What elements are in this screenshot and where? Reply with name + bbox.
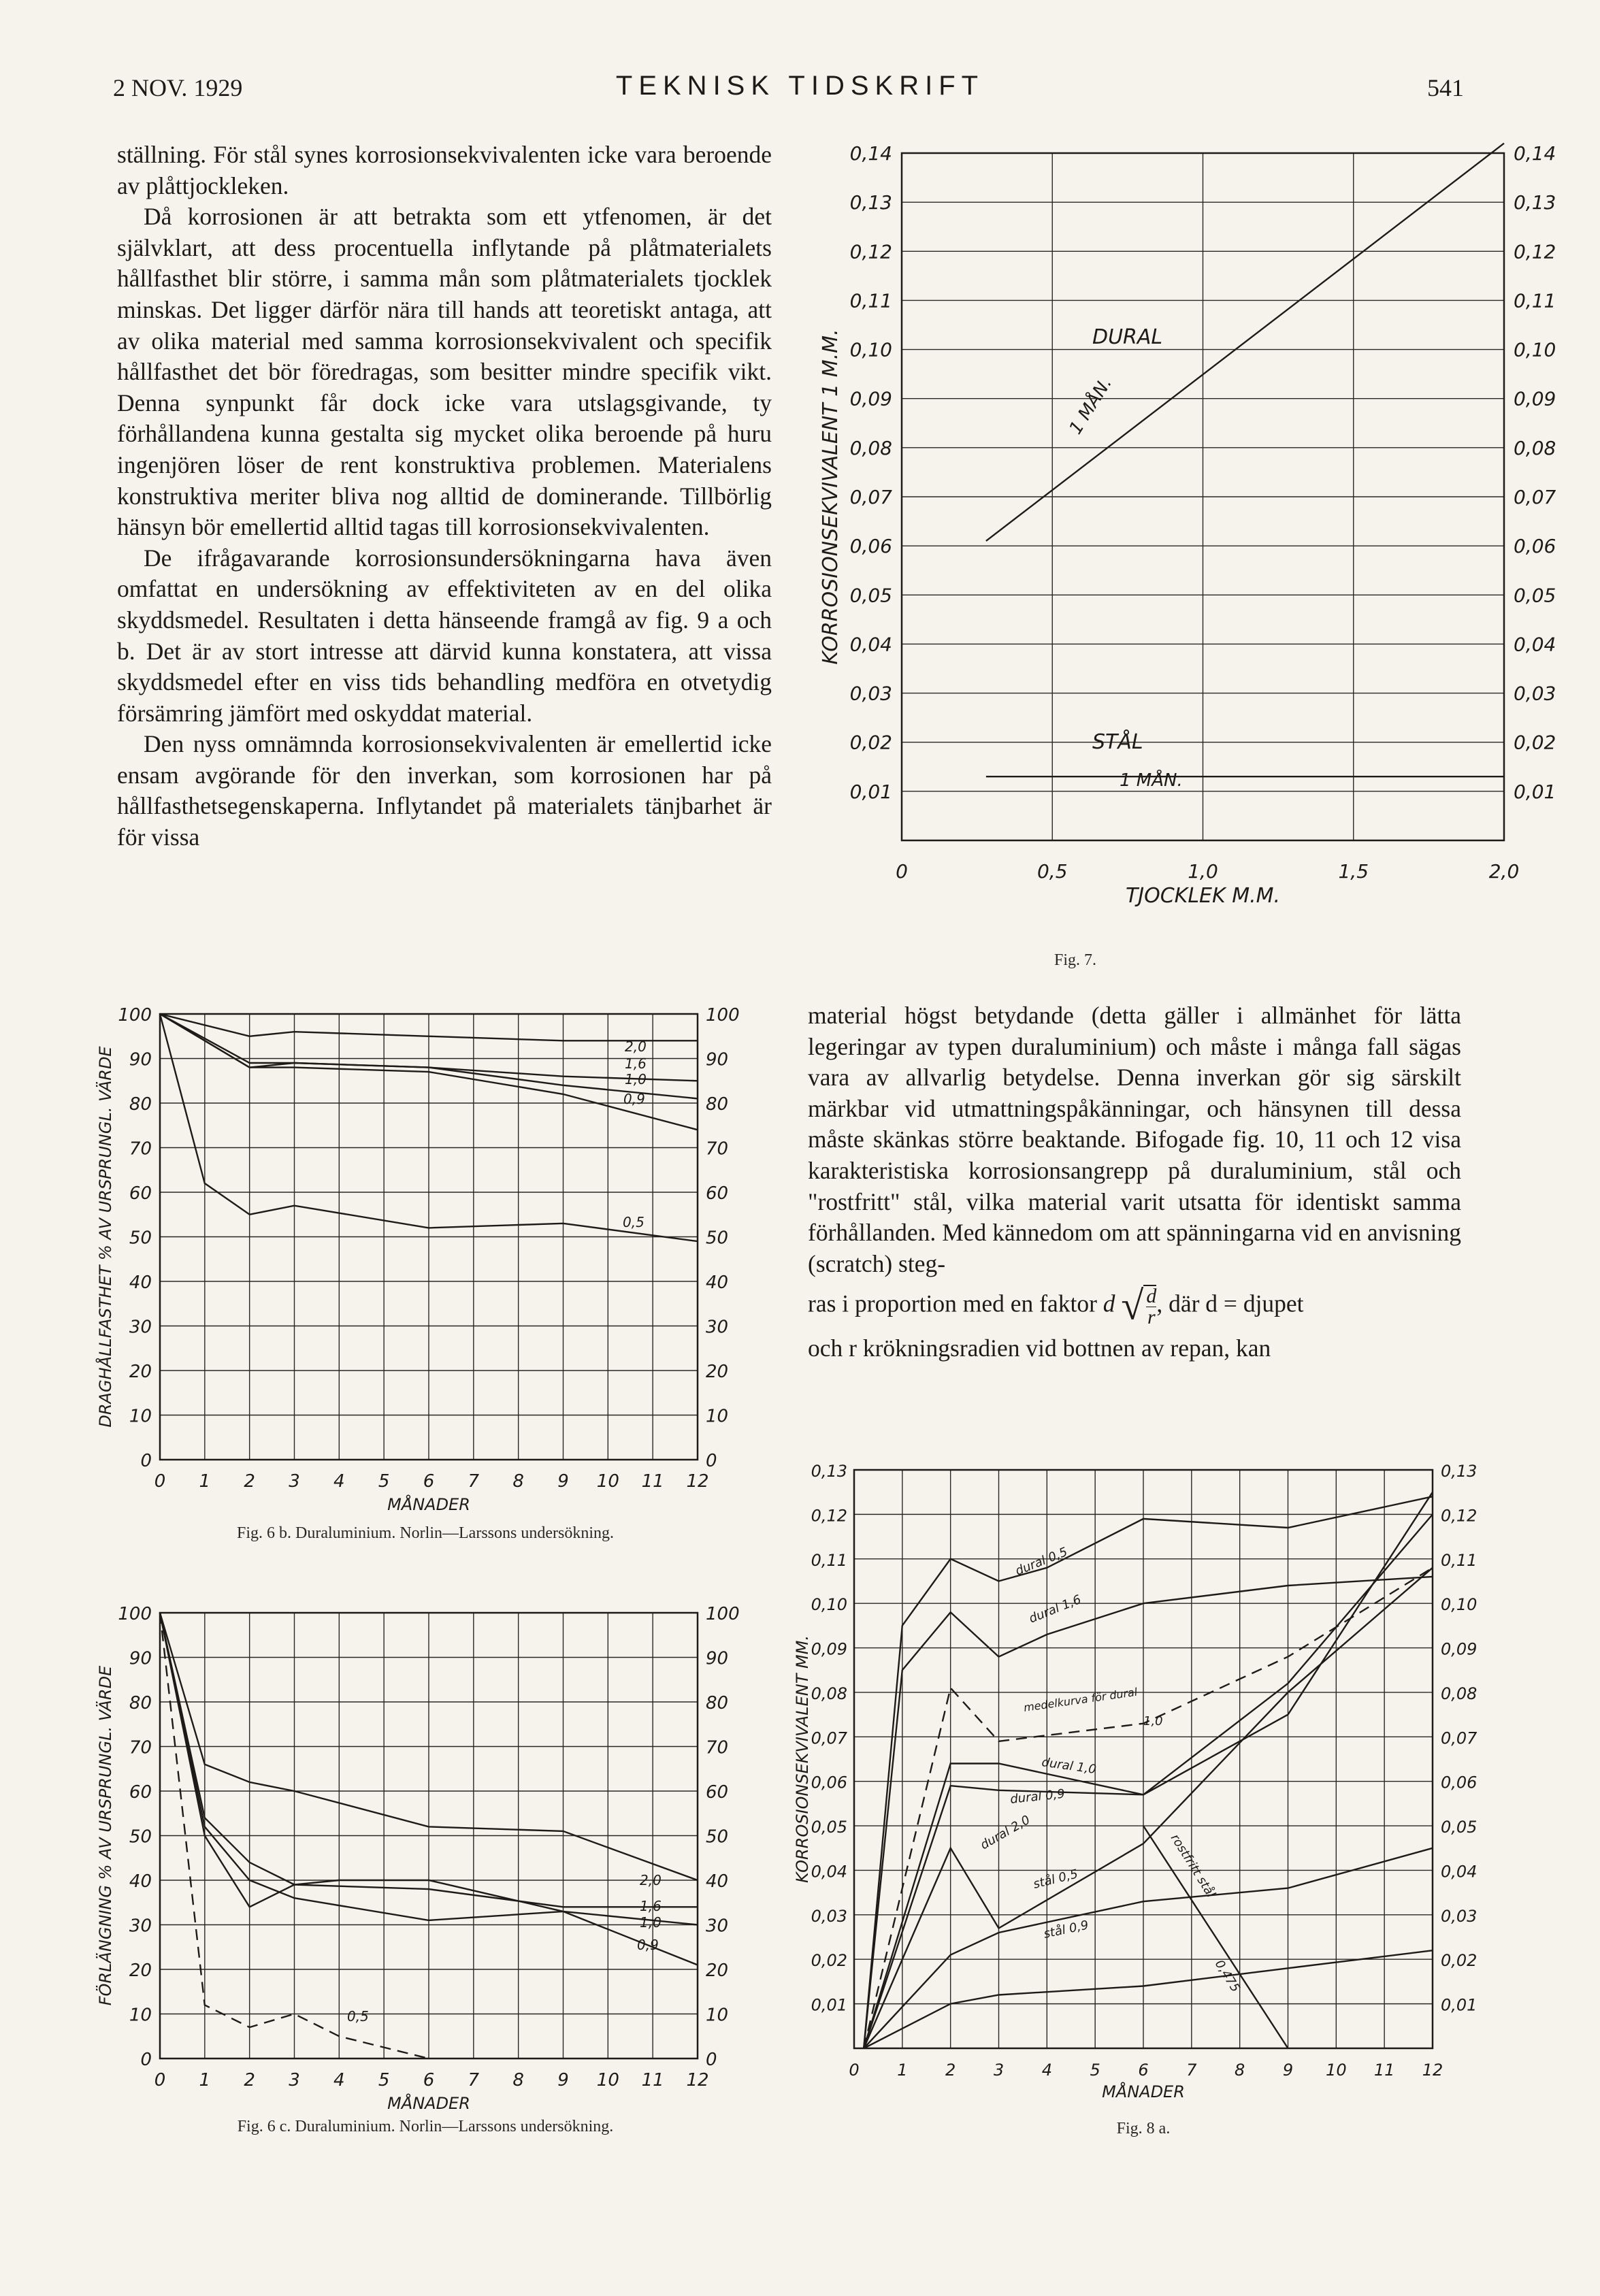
x-tick-label: 6 (423, 2070, 435, 2090)
y-tick-label-right: 0,09 (1441, 1639, 1477, 1659)
series-label: medelkurva för dural (1022, 1685, 1139, 1714)
y-tick-label-right: 0,02 (1441, 1951, 1477, 1971)
figure-8a-chart (793, 1456, 1477, 2101)
y-tick-label: 40 (129, 1273, 152, 1293)
fig6b-svg (95, 987, 749, 1518)
y-tick-label-right: 0,07 (1441, 1728, 1477, 1748)
x-axis-label: MÅNADER (387, 1495, 470, 1514)
x-tick-label: 5 (378, 2070, 390, 2090)
series-label: 1 MÅN. (1065, 374, 1117, 438)
x-tick-label: 2 (945, 2061, 956, 2080)
x-axis-label: MÅNADER (1102, 2082, 1185, 2101)
y-tick-label-right: 0,10 (1514, 338, 1556, 361)
y-tick-label: 0,03 (811, 1906, 847, 1926)
left-paragraph: Då korrosionen är att betrakta som ett ytfenomen, är det självklart, att dess procentuella inflytande på plåtmaterialets hållfasthet blir större, i samma mån som plåtmaterialets tjocklek minskas. Det ligger därför nära till hands att teoretiskt antaga, att av olika material med samma korrosionsekvivalent och specifik hållfasthet det bör föredragas, som besitter mindre specifik vikt. Denna synpunkt får dock icke vara utslagsgivande, ty förhållandena kunna gestalta sig mycket olika beroende på huru ingenjören löser de rent konstruktiva problemen. Materialens konstruktiva meriter bliva nog alltid de dominerande. Tillbörlig hänsyn bör emellertid alltid tagas till korrosionsekvivalenten. (117, 203, 772, 541)
y-tick-label: 30 (129, 1317, 152, 1338)
y-axis-label: KORROSIONSEKVIVALENT 1 M.M. (819, 329, 843, 665)
y-tick-label-right: 30 (706, 1317, 729, 1338)
figure-6c-caption: Fig. 6 c. Duraluminium. Norlin—Larssons undersökning. (237, 2118, 614, 2135)
y-tick-label-right: 50 (706, 1228, 729, 1249)
x-tick-label: 10 (1326, 2061, 1347, 2080)
x-tick-label: 4 (1041, 2061, 1052, 2080)
formula-fraction (1143, 1285, 1156, 1328)
y-tick-label: 20 (129, 1362, 152, 1382)
y-tick-label: 0,03 (849, 682, 892, 705)
y-tick-label: 30 (129, 1916, 152, 1937)
series-label: 1 MÅN. (1120, 770, 1183, 791)
y-tick-label-right: 0 (706, 2050, 717, 2070)
series-label: 2,0 (640, 1872, 662, 1888)
y-tick-label: 50 (129, 1228, 152, 1249)
y-tick-label-right: 0,08 (1514, 436, 1556, 459)
y-tick-label: 0,10 (811, 1595, 847, 1615)
y-tick-label-right: 0,06 (1441, 1773, 1477, 1792)
fig6c-svg (95, 1586, 749, 2116)
series-label: 1,0 (625, 1071, 647, 1087)
right-paragraph: material högst betydande (detta gäller i allmänhet för lätta legeringar av typen duraluminium) och måste i många fall sägas vara av allvarlig betydelse. Denna inverkan gör sig särskilt märkbar vid utmattningspåkänningar, och hänsynen till dessa måste skänkas större beaktande. Bifogade fig. 10, 11 och 12 visa karakteristiska korrosionsangrepp på duraluminium, stål och "rostfritt" stål, vilka material varit utsatta för identiskt samma förhållanden. Med kännedom om att spänningarna vid en anvisning (scratch) steg- (808, 1002, 1461, 1277)
x-tick-label: 9 (557, 2070, 569, 2090)
y-tick-label: 20 (129, 1961, 152, 1981)
series-line (864, 1496, 1433, 2048)
x-tick-label: 4 (333, 2070, 345, 2090)
x-tick-label: 7 (1186, 2061, 1197, 2080)
y-tick-label-right: 30 (706, 1916, 729, 1937)
y-tick-label: 90 (129, 1648, 152, 1669)
x-tick-label: 9 (557, 1471, 569, 1492)
y-tick-label: 10 (129, 2005, 152, 2026)
x-tick-label: 10 (596, 2070, 619, 2090)
y-tick-label: 40 (129, 1871, 152, 1892)
x-tick-label: 3 (289, 2070, 300, 2090)
series-label: 1,6 (640, 1898, 662, 1914)
formula-factor: d (1103, 1290, 1115, 1317)
y-tick-label-right: 100 (706, 1604, 740, 1624)
y-tick-label-right: 90 (706, 1049, 729, 1070)
x-tick-label: 5 (1090, 2061, 1100, 2080)
y-tick-label-right: 100 (706, 1005, 740, 1026)
y-tick-label-right: 0,10 (1441, 1595, 1477, 1615)
y-tick-label-right: 0,04 (1441, 1862, 1477, 1882)
y-tick-label: 0,04 (849, 633, 892, 656)
y-tick-label: 0,11 (849, 289, 892, 312)
y-tick-label: 0,02 (811, 1951, 847, 1971)
y-tick-label: 0 (140, 1451, 152, 1471)
x-tick-label: 12 (1422, 2061, 1443, 2080)
x-tick-label: 12 (686, 2070, 709, 2090)
x-tick-label: 12 (686, 1471, 709, 1492)
y-tick-label-right: 60 (706, 1782, 729, 1803)
x-tick-label: 8 (512, 1471, 524, 1492)
y-axis-label: DRAGHÅLLFASTHET % AV URSPRUNGL. VÄRDE (96, 1046, 115, 1428)
series-label: dural 0,9 (1009, 1786, 1066, 1807)
figure-6b-chart (95, 987, 749, 1518)
y-tick-label: 60 (129, 1782, 152, 1803)
sqrt-sign: √ (1121, 1283, 1144, 1329)
issue-date: 2 NOV. 1929 (113, 74, 243, 101)
y-tick-label-right: 0,12 (1514, 240, 1556, 263)
y-tick-label: 80 (129, 1693, 152, 1713)
x-tick-label: 9 (1282, 2061, 1294, 2080)
y-tick-label-right: 10 (706, 2005, 729, 2026)
series-line (1143, 1826, 1288, 2048)
series-line (864, 1848, 1433, 2048)
x-tick-label: 3 (289, 1471, 300, 1492)
x-tick-label: 0 (154, 1471, 166, 1492)
y-tick-label-right: 0,09 (1514, 387, 1556, 410)
y-tick-label: 90 (129, 1049, 152, 1070)
y-tick-label-right: 90 (706, 1648, 729, 1669)
y-tick-label-right: 70 (706, 1737, 729, 1758)
y-tick-label-right: 0,14 (1514, 142, 1556, 165)
y-tick-label-right: 0,02 (1514, 731, 1556, 754)
series-label: dural 0,5 (1013, 1544, 1070, 1579)
figure-6c-chart (95, 1586, 749, 2116)
y-tick-label: 0,13 (811, 1462, 847, 1481)
x-tick-label: 3 (993, 2061, 1005, 2080)
series-line (864, 1950, 1433, 2048)
y-axis-label: KORROSIONSEKVIVALENT MM. (793, 1635, 812, 1884)
series-label: dural 1,0 (1041, 1755, 1098, 1777)
x-tick-label: 6 (423, 1471, 435, 1492)
right-last-line: och r krökningsradien vid bottnen av repan, kan (808, 1334, 1271, 1362)
series-line (864, 1568, 1433, 2048)
series-line (864, 1568, 1433, 2048)
x-tick-label: 0 (896, 860, 908, 883)
y-tick-label: 60 (129, 1183, 152, 1204)
figure-8a-caption: Fig. 8 a. (1116, 2120, 1171, 2137)
x-tick-label: 2 (244, 2070, 255, 2090)
y-tick-label: 0,01 (849, 780, 892, 803)
left-text-column (117, 140, 772, 853)
y-tick-label: 0,09 (849, 387, 892, 410)
x-tick-label: 10 (596, 1471, 619, 1492)
figure-7-chart (806, 136, 1556, 919)
left-paragraph: Den nyss omnämnda korrosionsekvivalenten är emellertid icke ensam avgörande för den inverkan, som korrosionen har på hållfasthetsegenskaperna. Inflytandet på materialets tänjbarhet är för vissa (117, 730, 772, 851)
page-number: 541 (1427, 74, 1464, 101)
x-tick-label: 1 (199, 1471, 211, 1492)
fraction-denominator: r (1147, 1306, 1156, 1329)
y-tick-label: 0,01 (811, 1995, 847, 2015)
x-tick-label: 2,0 (1488, 860, 1520, 883)
y-tick-label-right: 0,07 (1514, 486, 1556, 508)
y-tick-label: 10 (129, 1406, 152, 1427)
x-tick-label: 4 (333, 1471, 345, 1492)
y-tick-label-right: 20 (706, 1961, 729, 1981)
y-tick-label: 0,07 (811, 1728, 847, 1748)
y-tick-label: 70 (129, 1737, 152, 1758)
x-tick-label: 1,5 (1338, 860, 1369, 883)
y-tick-label: 0,11 (811, 1550, 847, 1570)
y-tick-label-right: 70 (706, 1138, 729, 1160)
y-tick-label: 0,02 (849, 731, 892, 754)
y-tick-label: 100 (118, 1005, 152, 1026)
fraction-numerator: d (1146, 1285, 1157, 1308)
series-label: 0,5 (347, 2008, 369, 2024)
x-tick-label: 5 (378, 1471, 390, 1492)
right-text-column (808, 1000, 1461, 1364)
y-tick-label: 0,08 (849, 436, 892, 459)
fig7-svg (806, 136, 1556, 919)
series-label: stål 0,5 (1032, 1867, 1080, 1892)
y-tick-label: 80 (129, 1094, 152, 1115)
left-paragraph: De ifrågavarande korrosionsundersökningarna hava även omfattat en undersökning av effektiviteten av en del olika skyddsmedel. Resultaten i detta hänseende framgå av fig. 9 a och b. Det är av stort intresse att därvid kunna konstatera, att vissa skyddsmedel efter en viss tids behandling medföra en otvetydig försämring jämfört med oskyddat material. (117, 544, 772, 727)
x-axis-label: MÅNADER (387, 2094, 470, 2113)
y-tick-label: 0,04 (811, 1862, 847, 1882)
series-label: 1,6 (625, 1055, 647, 1072)
series-label: 1,0 (640, 1914, 662, 1931)
y-axis-label: FÖRLÄNGNING % AV URSPRUNGL. VÄRDE (96, 1665, 115, 2006)
x-tick-label: 8 (512, 2070, 524, 2090)
figure-7-caption: Fig. 7. (1054, 951, 1096, 969)
y-tick-label: 0,08 (811, 1684, 847, 1703)
formula-mid-text: , där (1156, 1290, 1200, 1317)
fig8a-svg (793, 1456, 1477, 2101)
y-tick-label-right: 0,03 (1514, 682, 1556, 705)
y-tick-label-right: 0,13 (1514, 191, 1556, 214)
y-tick-label: 100 (118, 1604, 152, 1624)
series-label: 2,0 (625, 1038, 647, 1055)
y-tick-label-right: 80 (706, 1094, 729, 1115)
series-label: stål 0,9 (1042, 1918, 1090, 1941)
x-tick-label: 6 (1138, 2061, 1149, 2080)
y-tick-label: 70 (129, 1138, 152, 1160)
y-tick-label: 50 (129, 1826, 152, 1848)
y-tick-label-right: 0,04 (1514, 633, 1556, 656)
series-line (864, 1492, 1433, 2048)
y-tick-label: 0,12 (849, 240, 892, 263)
y-tick-label-right: 10 (706, 1406, 729, 1427)
y-tick-label: 0,09 (811, 1639, 847, 1659)
series-label: DURAL (1092, 325, 1163, 349)
x-tick-label: 0,5 (1036, 860, 1068, 883)
formula-line (808, 1285, 1461, 1328)
x-tick-label: 1,0 (1188, 860, 1218, 883)
series-label: 0,9 (623, 1091, 645, 1107)
x-axis-label: TJOCKLEK M.M. (1125, 884, 1281, 908)
y-tick-label: 0,05 (811, 1818, 847, 1837)
y-tick-label-right: 0,11 (1514, 289, 1556, 312)
x-tick-label: 2 (244, 1471, 255, 1492)
y-tick-label-right: 40 (706, 1871, 729, 1892)
x-tick-label: 11 (641, 1471, 664, 1492)
y-tick-label-right: 0,01 (1441, 1995, 1477, 2015)
series-label: 0,9 (637, 1937, 659, 1953)
y-tick-label: 0,14 (849, 142, 892, 165)
x-tick-label: 0 (154, 2070, 166, 2090)
y-tick-label-right: 0 (706, 1451, 717, 1471)
series-label: STÅL (1092, 730, 1143, 754)
x-tick-label: 8 (1235, 2061, 1245, 2080)
y-tick-label-right: 0,05 (1514, 584, 1556, 607)
y-tick-label-right: 0,03 (1441, 1906, 1477, 1926)
y-tick-label-right: 20 (706, 1362, 729, 1382)
y-tick-label-right: 60 (706, 1183, 729, 1204)
y-tick-label-right: 0,08 (1441, 1684, 1477, 1703)
y-tick-label-right: 40 (706, 1273, 729, 1293)
y-tick-label: 0 (140, 2050, 152, 2070)
x-tick-label: 1 (199, 2070, 211, 2090)
y-tick-label: 0,13 (849, 191, 892, 214)
y-tick-label-right: 80 (706, 1693, 729, 1713)
left-paragraph: ställning. För stål synes korrosionsekvivalenten icke vara beroende av plåttjockleken. (117, 141, 772, 199)
y-tick-label: 0,06 (811, 1773, 847, 1792)
series-label: 0,5 (623, 1214, 644, 1230)
y-tick-label: 0,06 (849, 535, 892, 558)
series-label: dural 1,6 (1027, 1592, 1083, 1626)
x-tick-label: 7 (468, 2070, 480, 2090)
y-tick-label: 0,10 (849, 338, 892, 361)
y-tick-label-right: 0,06 (1514, 535, 1556, 558)
formula-definition: d = djupet (1205, 1290, 1304, 1317)
series-label: rostfritt stål (1167, 1831, 1218, 1901)
y-tick-label: 0,12 (811, 1506, 847, 1526)
x-tick-label: 7 (468, 1471, 480, 1492)
y-tick-label-right: 0,05 (1441, 1818, 1477, 1837)
y-tick-label: 0,05 (849, 584, 892, 607)
x-tick-label: 1 (897, 2061, 908, 2080)
y-tick-label-right: 0,11 (1441, 1550, 1477, 1570)
y-tick-label-right: 0,01 (1514, 780, 1556, 803)
series-line (986, 144, 1504, 541)
series-label: 1,0 (1143, 1714, 1163, 1728)
formula-lead-text: ras i proportion med en faktor (808, 1290, 1097, 1317)
figure-6b-caption: Fig. 6 b. Duraluminium. Norlin—Larssons undersökning. (237, 1524, 614, 1542)
x-tick-label: 11 (1373, 2061, 1395, 2080)
x-tick-label: 0 (849, 2061, 860, 2080)
x-tick-label: 11 (641, 2070, 664, 2090)
series-label: 0,475 (1211, 1957, 1243, 1995)
journal-title: TEKNISK TIDSKRIFT (615, 71, 985, 101)
y-tick-label-right: 50 (706, 1826, 729, 1848)
series-label: dural 2,0 (978, 1812, 1033, 1853)
y-tick-label-right: 0,13 (1441, 1462, 1477, 1481)
y-tick-label-right: 0,12 (1441, 1506, 1477, 1526)
y-tick-label: 0,07 (849, 486, 892, 508)
